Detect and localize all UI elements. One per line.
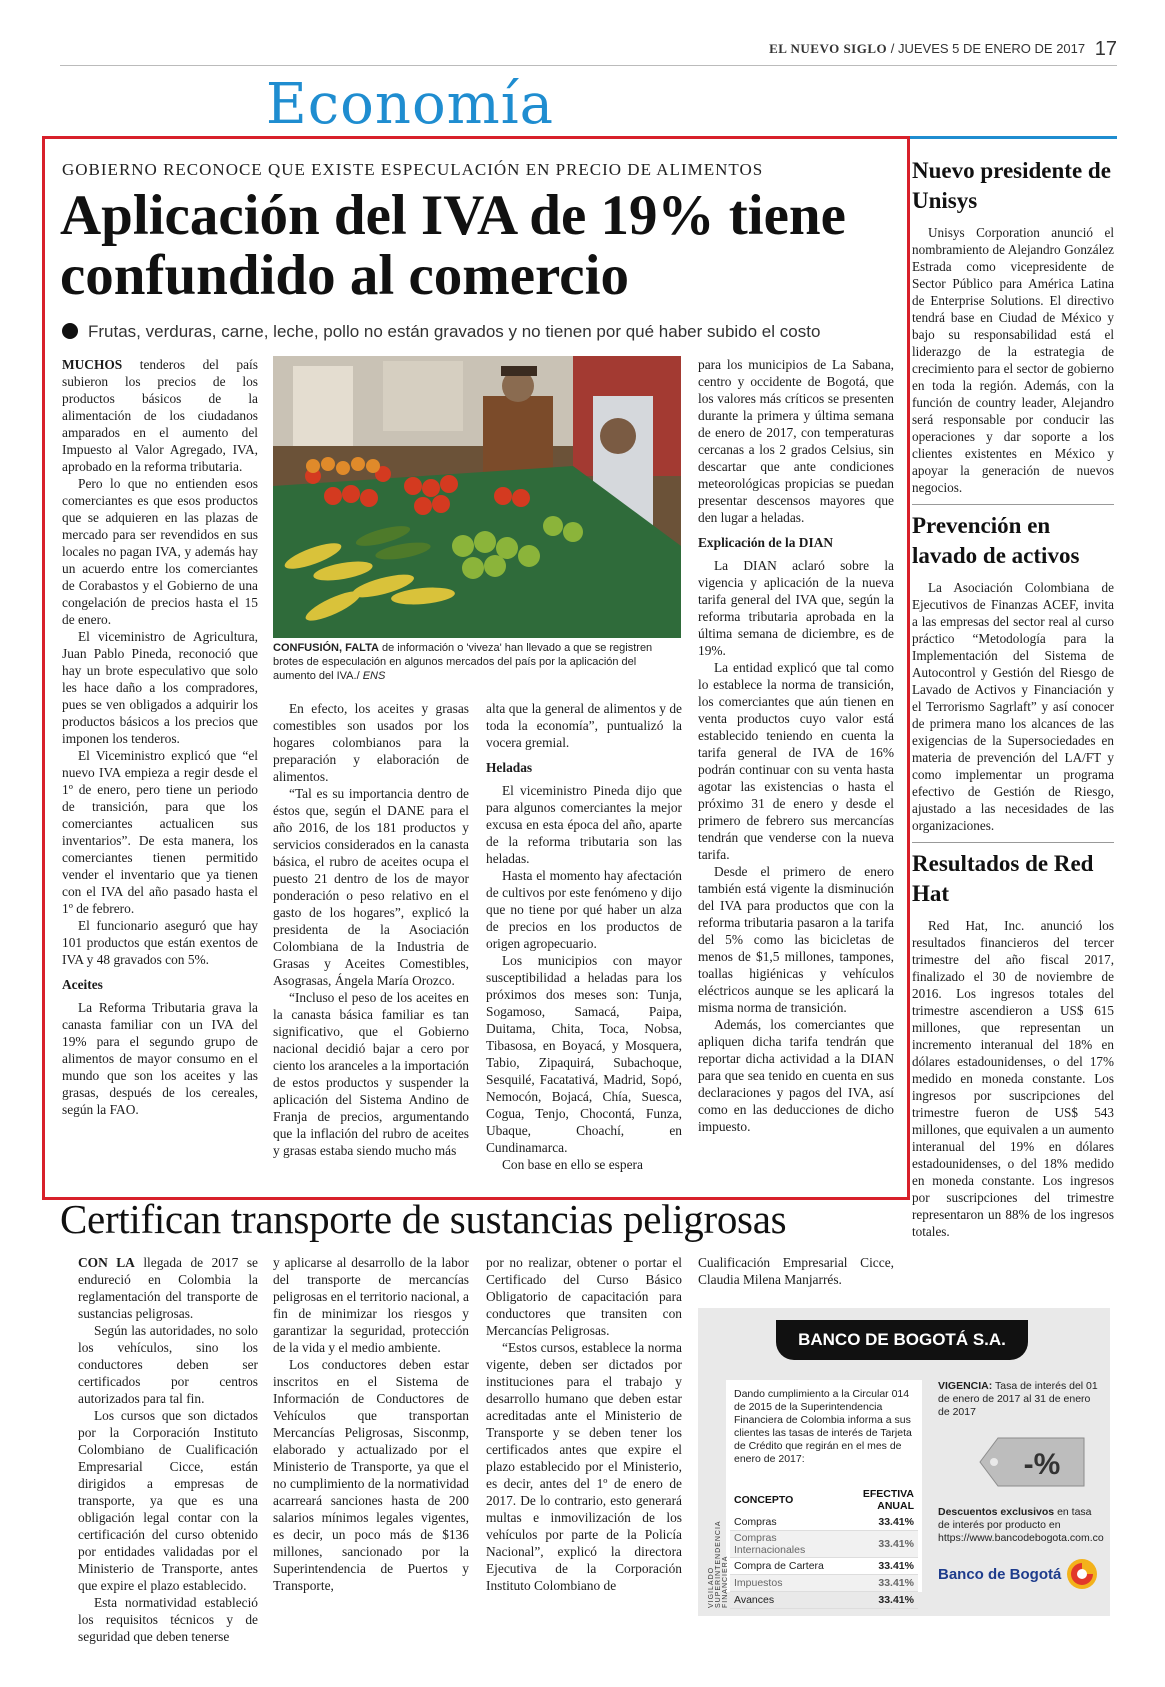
paragraph-text: tenderos del país subieron los precios de los productos básicos de la alimentación de los ciudadanos amparados en el aumento del Impuesto al Valor Agregado, IVA, aprobado en la reforma tributaria. — [62, 357, 258, 474]
article-column-1 — [62, 356, 258, 1118]
brief-title-acef: Prevención en lavado de activos — [912, 513, 1080, 568]
vigilado-label: VIGILADO SUPERINTENDENCIA FINANCIERA — [708, 1520, 729, 1608]
paragraph: La Reforma Tributaria grava la canasta familiar con un IVA del 19% para el segundo grupo de alimentos de mayor consumo en el mundo que son los aceites y las grasas, después de los cereales, según la FAO. — [62, 1000, 258, 1117]
table-row — [730, 1558, 918, 1575]
paragraph: y aplicarse al desarrollo de la labor del transporte de mercancías peligrosas en el territorio nacional, a fin de minimizar los riesgos y garantizar la seguridad, protección de la vida y el medio ambiente. — [273, 1255, 469, 1355]
paragraph: El Viceministro explicó que “el nuevo IVA empieza a regir desde el 1º de enero, pero tiene un periodo de transición, para que los comerciantes actualicen sus inventarios”. De esta manera, los comerciantes tienen permitido vender el inventario que ya tienen con el IVA del año pasado hasta el 1º de febrero. — [62, 748, 258, 916]
paragraph: Los municipios con mayor susceptibilidad a heladas para los próximos dos meses son: Tunja, Sogamoso, Samacá, Paipa, Duitama, Chita, Toca, Nobsa, Tibasosa, en Boyacá, y Mosquera, Tabio, Zipaquirá, Subachoque, Sesquilé, Facatativá, Madrid, Sopó, Nemocón, Bojacá, Chía, Suesca, Cogua, Tenjo, Chocontá, Funza, Ubaque, Choachí, en Cundinamarca. — [486, 953, 682, 1155]
caption-text: de información o 'viveza' han llevado a que se registren brotes de especulación en algunos mercados del país por la aplicación del aumento del IVA./ — [273, 642, 653, 682]
paragraph: alta que la general de alimentos y de toda la economía”, puntualizó la vocera gremial. — [486, 701, 682, 750]
vigencia-note — [938, 1380, 1098, 1419]
bank-logo-text: Banco de Bogotá — [938, 1566, 1062, 1583]
rate-value: 33.41% — [836, 1514, 918, 1531]
rate-concept: Avances — [730, 1592, 836, 1609]
second-article-column-4 — [698, 1254, 894, 1288]
paragraph: Cualificación Empresarial Cicce, Claudia Milena Manjarrés. — [698, 1255, 894, 1287]
paragraph: Con base en ello se espera — [502, 1157, 643, 1172]
second-article-column-3 — [486, 1254, 682, 1594]
vigencia-text: Tasa de interés del 01 de enero de 2017 al 31 de enero de 2017 — [938, 1380, 1098, 1418]
table-row — [730, 1514, 918, 1531]
paragraph: La Asociación Colombiana de Ejecutivos de Finanzas ACEF, invita a las empresas del sector real al curso práctico “Metodología para la Implementación del Sistema de Autocontrol y Gestión del Riesgo de Lavado de Activos y Financiación y el Terrorismo Sagrlaft” y así conocer de primera mano los alcances de las exigencias de la Supersociedades en materia de prevención del LA/FT y como implementar un programa efectivo de Gestión de Riesgo, ajustado a las necesidades de las organizaciones. — [912, 580, 1114, 833]
paragraph: por no realizar, obtener o portar el Certificado del Curso Básico Obligatorio de capacitación para conductores que transiten con Mercancías Peligrosas. — [486, 1255, 682, 1338]
brief-title-unisys: Nuevo presidente de Unisys — [912, 158, 1111, 213]
section-title: Economía — [265, 72, 555, 137]
brief-divider — [912, 504, 1114, 505]
paragraph: “Incluso el peso de los aceites en la canasta básica familiar es tan significativo, que el Gobierno nacional decidió bajar a cero por ciento los aranceles a la importación de estos productos y suspender la aplicación del Sistema Andino de Franja de precios, argumentando que la inflación del rubro de aceites y grasas estaba siendo mucho más — [273, 990, 469, 1158]
brief-text-acef — [912, 579, 1114, 834]
paragraph: Desde el primero de enero también está vigente la disminución del IVA para productos que con la reforma tributaria pasaron a la tarifa del 5% como las bicicletas de menos de $1,5 millones, tampones, toallas higiénicas y vehículos eléctricos aunque se les aplicará la misma norma de transición. — [698, 864, 894, 1015]
bank-logo-icon — [1066, 1558, 1098, 1590]
table-row — [730, 1531, 918, 1558]
paragraph: La DIAN aclaró sobre la vigencia y aplicación de la nueva tarifa general del IVA que, según la reforma tributaria aprobada en la última semana de diciembre, es de 19%. — [698, 558, 894, 658]
paragraph: Además, los comerciantes que apliquen dicha tarifa tendrán que reportar dicha actividad a la DIAN para que sea tenido en cuenta en sus declaraciones y pagos del IVA, así como en las deducciones de dicho impuesto. — [698, 1017, 894, 1134]
article-column-4 — [698, 356, 894, 1135]
issue-date: / JUEVES 5 DE ENERO DE 2017 — [890, 41, 1086, 56]
newspaper-name: EL NUEVO SIGLO — [769, 41, 888, 56]
rate-value: 33.41% — [836, 1575, 918, 1592]
paragraph: Según las autoridades, no solo los vehículos, sino los conductores deben ser certificados por centros autorizados para tal fin. — [78, 1323, 258, 1406]
discount-tag-icon — [978, 1434, 1088, 1490]
paragraph: El viceministro de Agricultura, Juan Pablo Pineda, reconoció que hay un brote especulativo que solo les hace daño a los compradores, pues se ven obligados a adquirir los productos básicos a los precios que imponen los tenderos. — [62, 629, 258, 746]
paragraph: “Estos cursos, establece la norma vigente, deben ser dictados por instituciones para el trabajo y desarrollo humano que deben estar acreditadas ante el Ministerio de Transporte y se deben tener los certificados antes que expire el plazo establecido por el Ministerio, es decir, antes del 1º de enero de 2017. De lo contrario, esto generará multas e inmovilización de los vehículos por parte de la Policía Nacional”, explicó la directora Ejecutiva de la Corporación Instituto Colombiano de — [486, 1340, 682, 1593]
discount-text: en tasa de interés por producto en https://www.bancodebogota.com.co — [938, 1506, 1104, 1544]
subheading: Heladas — [486, 760, 533, 775]
article-kicker: GOBIERNO RECONOCE QUE EXISTE ESPECULACIÓN EN PRECIO DE ALIMENTOS — [62, 160, 764, 179]
photo-caption — [273, 641, 681, 683]
lead-word: MUCHOS — [62, 357, 123, 372]
article-column-3 — [486, 700, 682, 1173]
brief-text-redhat — [912, 917, 1114, 1240]
market-photo — [273, 356, 681, 638]
bullet-icon — [62, 323, 78, 339]
rate-concept: Impuestos — [730, 1575, 836, 1592]
paragraph: El viceministro Pineda dijo que para algunos comerciantes la mejor excusa en esta época del año, aparte de la reforma tributaria son las heladas. — [486, 783, 682, 866]
brief-divider — [912, 842, 1114, 843]
discount-note — [938, 1506, 1104, 1545]
bank-ad-title: BANCO DE BOGOTÁ S.A. — [776, 1320, 1028, 1360]
subheading: Aceites — [62, 977, 103, 992]
news-briefs-sidebar — [912, 150, 1114, 1240]
rates-table — [730, 1486, 918, 1609]
paragraph: El funcionario aseguró que hay 101 productos que están exentos de IVA y 48 gravados con 5%. — [62, 918, 258, 967]
rate-value: 33.41% — [836, 1531, 918, 1558]
article-deck — [62, 322, 902, 342]
rate-concept: Compra de Cartera — [730, 1558, 836, 1575]
article-headline: Aplicación del IVA de 19% tiene confundido al comercio — [60, 184, 846, 307]
paragraph: Unisys Corporation anunció el nombramiento de Alejandro González Estrada como vicepresidente de Sector Público para América Latina de Enterprise Solutions. El directivo tendrá base en Ciudad de México y bajo su responsabilidad está el liderazgo de la estrategia de crecimiento para el sector de gobierno en toda la región. Además, con la función de country leader, Alejandro será responsable por conducir las operaciones y dar soporte a los clientes existentes en México y apoyar la generación de nuevos negocios. — [912, 225, 1114, 495]
subheading: Explicación de la DIAN — [698, 535, 834, 550]
rate-concept: Compras — [730, 1514, 836, 1531]
rates-intro: Dando cumplimiento a la Circular 014 de 2015 de la Superintendencia Financiera de Colombia informa a sus clientes las tasas de interés de Tarjeta de Crédito que regirán en el mes de enero de 2017: — [734, 1388, 912, 1465]
deck-text: Frutas, verduras, carne, leche, pollo no están gravados y no tienen por qué haber subido el costo — [88, 322, 821, 341]
table-row — [730, 1592, 918, 1609]
bank-advertisement — [698, 1308, 1110, 1616]
lead-word: CON LA — [78, 1255, 135, 1270]
paragraph — [78, 1254, 258, 1322]
page-number: 17 — [1094, 38, 1117, 60]
paragraph: Red Hat, Inc. anunció los resultados financieros del tercer trimestre del año fiscal 2017, finalizado el 30 de noviembre de 2016. Los ingresos totales del trimestre ascendieron a US$ 615 millones, que representan un incremento interanual del 18% en dólares estadounidenses, o del 17% medido en moneda constante. Los ingresos por suscripciones del trimestre fueron de US$ 543 millones, que equivalen a un aumento interanual del 19% en dólares estadounidenses, o del 18% medido en moneda constante. Los ingresos por suscripciones del trimestre representaron un 88% de los ingresos totales. — [912, 918, 1114, 1239]
rate-value: 33.41% — [836, 1592, 918, 1609]
sidebar-top-rule — [906, 136, 1117, 139]
article-column-2 — [273, 700, 469, 1159]
tag-text: -% — [1023, 1448, 1061, 1481]
rates-header-rate: EFECTIVA ANUAL — [862, 1488, 914, 1512]
paragraph: Los cursos que son dictados por la Corporación Instituto Colombiano de Cualificación Empresarial Cicce, están dirigidos a empresas de transporte, ya que es una obligación legal contar con la certificación del curso obtenido por entidades validadas por el Ministerio de Transporte, antes que expire el plazo establecido. — [78, 1408, 258, 1593]
market-photo-illustration — [273, 356, 681, 638]
table-row — [730, 1575, 918, 1592]
brief-title-redhat: Resultados de Red Hat — [912, 851, 1094, 906]
page-folio — [769, 38, 1117, 61]
paragraph — [62, 356, 258, 475]
paragraph: En efecto, los aceites y grasas comestibles son usados por los hogares colombianos para la preparación y elaboración de alimentos. — [273, 701, 469, 784]
header-rule — [60, 65, 1117, 66]
paragraph: La entidad explicó que tal como lo establece la norma de transición, los comerciantes que aún tienen en venta productos cuyo valor está establecido teniendo en cuenta la tarifa general de IVA de 16% podrán continuar con su venta hasta agotar las existencias o hasta el próximo 31 de enero y desde el primero de febrero sus mercancías tendrán que venderse con la nueva tarifa. — [698, 660, 894, 862]
second-article-column-1 — [78, 1254, 258, 1645]
paragraph: “Tal es su importancia dentro de éstos que, según el DANE para el año 2016, de los 181 productos y servicios considerados en la canasta básica, el rubro de aceites ocupa el puesto 21 dentro de los de mayor ponderación o peso relativo en el gasto de los hogares”, explicó la presidenta de la Asociación Colombiana de la Industria de Grasas y Aceites Comestibles, Asograsas, Ángela María Orozco. — [273, 786, 469, 988]
paragraph: Pero lo que no entienden esos comerciantes es que esos productos que se adquieren en las plazas de mercado para ser revendidos en sus locales no pagan IVA, y además hay un acuerdo entre los comerciantes de Corabastos y el Gobierno de una congelación de precios hasta el 15 de enero. — [62, 476, 258, 627]
brief-text-unisys — [912, 224, 1114, 496]
paragraph: Los conductores deben estar inscritos en el Sistema de Información de Conductores de Vehículos que transportan Mercancías Peligrosas, Sisconmp, elaborado y actualizado por el Ministerio de Transporte, ya que el no cumplimiento de la normatividad acarreará sanciones hasta de 200 salarios mínimos legales vigentes, es decir, un poco más de $136 millones, sancionado por la Superintendencia de Puertos y Transporte, — [273, 1357, 469, 1593]
discount-bold: Descuentos exclusivos — [938, 1506, 1055, 1518]
paragraph: Esta normatividad estableció los requisitos técnicos y de seguridad que deben tenerse — [78, 1595, 258, 1644]
vigencia-label: VIGENCIA: — [938, 1380, 993, 1392]
caption-lead: CONFUSIÓN, FALTA — [273, 642, 379, 654]
paragraph: para los municipios de La Sabana, centro y occidente de Bogotá, que los valores más críticos se presenten durante la primera y última semana de enero de 2017, con temperaturas cercanas a los 2 grados Celsius, sin descartar que ante condiciones meteorológicas propicias se puedan presentar descensos mayores que den lugar a heladas. — [698, 357, 894, 525]
photo-credit: ENS — [362, 670, 386, 682]
paragraph-text: llegada de 2017 se endureció en Colombia la reglamentación del transporte de sustancias peligrosas. — [78, 1255, 258, 1321]
rate-concept: Compras Internacionales — [730, 1531, 836, 1558]
second-headline: Certifican transporte de sustancias peligrosas — [60, 1196, 787, 1242]
second-article-column-2 — [273, 1254, 469, 1594]
rates-header-concept: CONCEPTO — [734, 1494, 794, 1506]
paragraph: Hasta el momento hay afectación de cultivos por este fenómeno y dijo que no tiene por qué haber un alza de precios en los productos de origen agropecuario. — [486, 868, 682, 951]
rate-value: 33.41% — [836, 1558, 918, 1575]
